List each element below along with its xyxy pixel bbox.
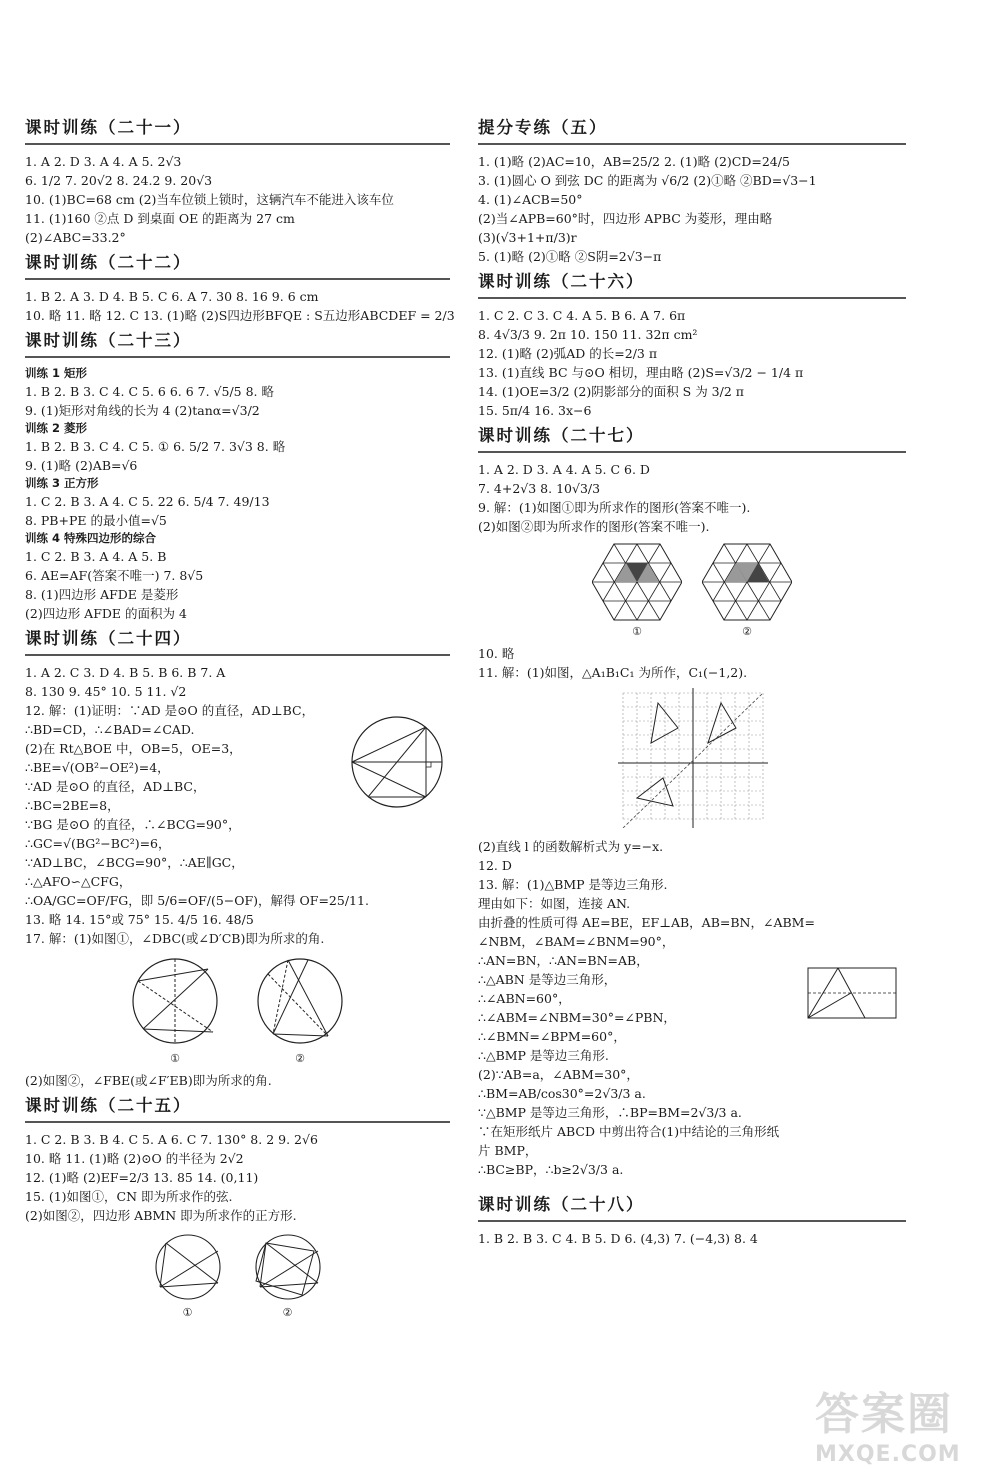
answer-line: 11. 解：(1)如图，△A₁B₁C₁ 为所作，C₁(−1,2). [478, 665, 748, 680]
answer-line: 17. 解：(1)如图①，∠DBC(或∠D′CB)即为所求的角. [25, 931, 325, 946]
answer-line: (3)(√3+1+π/3)r [478, 230, 577, 245]
circle-diagram-2 [248, 954, 353, 1049]
section-28 [478, 1191, 906, 1248]
answer-line: 10. (1)BC=68 cm (2)当车位锁上锁时，这辆汽车不能进入该车位 [25, 192, 394, 207]
section-title: 课时训练（二十六） [478, 268, 906, 299]
watermark-url: MXQE.COM [815, 1442, 961, 1467]
answer-line: 12. 解：(1)证明：∵AD 是⊙O 的直径，AD⊥BC， [25, 703, 315, 718]
answer-line: 1. B 2. B 3. C 4. B 5. D 6. (4,3) 7. (−4,3) 8. 4 [478, 1231, 758, 1246]
hexagon-grid-1 [592, 542, 682, 622]
answer-line: 4. (1)∠ACB=50° [478, 192, 583, 207]
answer-line: ∴∠BMN=∠BPM=60°， [478, 1029, 626, 1044]
coordinate-grid-figure [478, 688, 906, 831]
answer-line: (2)∵AB=a，∠ABM=30°， [478, 1067, 639, 1082]
answer-line: ∵BG 是⊙O 的直径，∴∠BCG=90°， [25, 817, 241, 832]
answer-line: 由折叠的性质可得 AE=BE，EF⊥AB，AB=BN，∠ABM= [478, 915, 815, 930]
answer-line: 10. 略 11. 略 12. C 13. (1)略 (2)S四边形BFQE : S五边形ABCDEF = 2/3 [25, 308, 455, 323]
circle-diagram-q12 [340, 705, 455, 820]
figure-caption: ② [282, 1306, 293, 1319]
answer-line: 1. B 2. B 3. C 4. C 5. ① 6. 5/2 7. 3√3 8. 略 [25, 439, 286, 454]
figure-row-q15 [25, 1231, 450, 1319]
answer-line: ∴△BMP 是等边三角形. [478, 1048, 609, 1063]
section-title: 课时训练（二十五） [25, 1092, 450, 1123]
section-title: 课时训练（二十三） [25, 327, 450, 358]
answer-line: 理由如下：如图，连接 AN. [478, 896, 631, 911]
answer-line: (2)直线 l 的函数解析式为 y=−x. [478, 839, 664, 854]
answer-line: 6. 1/2 7. 20√2 8. 24.2 9. 20√3 [25, 173, 213, 188]
section-23 [25, 327, 450, 623]
answer-line: 15. 5π/4 16. 3x−6 [478, 403, 592, 418]
answer-line: ∴BM=AB/cos30°=2√3/3 a. [478, 1086, 646, 1101]
answer-line: (2)当∠APB=60°时，四边形 APBC 为菱形，理由略 [478, 211, 773, 226]
answer-line: (2)四边形 AFDE 的面积为 4 [25, 606, 187, 621]
answer-line: ∴BD=CD，∴∠BAD=∠CAD. [25, 722, 195, 737]
section-title: 课时训练（二十二） [25, 249, 450, 280]
section-25 [25, 1092, 450, 1319]
answer-line: 13. 略 14. 15°或 75° 15. 4/5 16. 48/5 [25, 912, 254, 927]
answer-line: 8. 130 9. 45° 10. 5 11. √2 [25, 684, 187, 699]
hexagon-grid-2 [702, 542, 792, 622]
left-column [25, 112, 455, 1325]
section-tifen-5 [478, 114, 906, 266]
answer-line: ∴∠ABM=∠NBM=30°=∠PBN， [478, 1010, 676, 1025]
answer-line: 1. (1)略 (2)AC=10，AB=25/2 2. (1)略 (2)CD=24/5 [478, 154, 790, 169]
answer-line: 11. (1)160 ②点 D 到桌面 OE 的距离为 27 cm [25, 211, 295, 226]
answer-line: 15. (1)如图①，CN 即为所求作的弦. [25, 1189, 233, 1204]
answer-line: ∵△BMP 是等边三角形，∴BP=BM=2√3/3 a. [478, 1105, 742, 1120]
answer-line: 1. C 2. B 3. A 4. C 5. 22 6. 5/4 7. 49/13 [25, 494, 270, 509]
section-24 [25, 625, 450, 1090]
section-21 [25, 114, 450, 247]
answer-line: ∴BE=√(OB²−OE²)=4， [25, 760, 170, 775]
answer-line: ∵在矩形纸片 ABCD 中剪出符合(1)中结论的三角形纸 [478, 1124, 780, 1139]
sub-heading: 训练 2 菱形 [25, 421, 88, 435]
answer-line: 1. A 2. D 3. A 4. A 5. C 6. D [478, 462, 650, 477]
sub-heading: 训练 4 特殊四边形的综合 [25, 531, 157, 545]
answer-line: 1. C 2. C 3. C 4. A 5. B 6. A 7. 6π [478, 308, 686, 323]
answer-line: ∠NBM，∠BAM=∠BNM=90°， [478, 934, 675, 949]
right-column [478, 112, 906, 1248]
answer-line: (2)∠ABC=33.2° [25, 230, 126, 245]
circle-diagram-4 [248, 1231, 328, 1303]
sub-heading: 训练 3 正方形 [25, 476, 99, 490]
figure-caption: ① [182, 1306, 193, 1319]
answer-line: 10. 略 [478, 646, 515, 661]
figure-row-q17 [25, 954, 450, 1065]
answer-line: 1. A 2. C 3. D 4. B 5. B 6. B 7. A [25, 665, 226, 680]
section-title: 课时训练（二十八） [478, 1191, 906, 1222]
answer-line: ∴GC=√(BG²−BC²)=6， [25, 836, 171, 851]
answer-line: 8. (1)四边形 AFDE 是菱形 [25, 587, 179, 602]
answer-line: 8. PB+PE 的最小值=√5 [25, 513, 167, 528]
circle-diagram-3 [148, 1231, 228, 1303]
answer-line: ∴BC=2BE=8， [25, 798, 120, 813]
answer-line: ∴∠ABN=60°， [478, 991, 571, 1006]
section-26 [478, 268, 906, 420]
answer-line: (2)如图②，∠FBE(或∠F′EB)即为所求的角. [25, 1073, 272, 1088]
answer-line: ∵AD⊥BC，∠BCG=90°，∴AE∥GC， [25, 855, 244, 870]
answer-line: 13. (1)直线 BC 与⊙O 相切，理由略 (2)S=√3/2 − 1/4 π [478, 365, 804, 380]
answer-line: 13. 解：(1)△BMP 是等边三角形. [478, 877, 668, 892]
watermark-text: 答案圈 [815, 1389, 953, 1440]
figure-caption: ① [632, 625, 642, 638]
figure-caption: ② [742, 625, 752, 638]
coordinate-grid [618, 688, 768, 828]
section-title: 课时训练（二十一） [25, 114, 450, 145]
answer-line: 9. (1)矩形对角线的长为 4 (2)tanα=√3/2 [25, 403, 260, 418]
answer-line: (2)如图②，四边形 ABMN 即为所求作的正方形. [25, 1208, 297, 1223]
answer-line: ∴△ABN 是等边三角形， [478, 972, 617, 987]
answer-line: 8. 4√3/3 9. 2π 10. 150 11. 32π cm² [478, 327, 698, 342]
answer-line: 14. (1)OE=3/2 (2)阴影部分的面积 S 为 3/2 π [478, 384, 744, 399]
hexagon-figures [478, 542, 906, 638]
answer-line: 9. 解：(1)如图①即为所求作的图形(答案不唯一). [478, 500, 751, 515]
section-title: 提分专练（五） [478, 114, 906, 145]
rectangle-fold-diagram [803, 963, 903, 1023]
answer-line: 7. 4+2√3 8. 10√3/3 [478, 481, 601, 496]
watermark-logo [815, 1378, 990, 1467]
answer-line: 1. C 2. B 3. B 4. C 5. A 6. C 7. 130° 8. 2 9. 2√6 [25, 1132, 318, 1147]
answer-line: 12. D [478, 858, 512, 873]
figure-caption: ② [295, 1052, 305, 1065]
answer-line: ∴△AFO∽△CFG， [25, 874, 132, 889]
answer-line: 10. 略 11. (1)略 (2)⊙O 的半径为 2√2 [25, 1151, 244, 1166]
answer-line: 5. (1)略 (2)①略 ②S阴=2√3−π [478, 249, 662, 264]
answer-line: 6. AE=AF(答案不唯一) 7. 8√5 [25, 568, 204, 583]
answer-line: 12. (1)略 (2)弧AD 的长=2/3 π [478, 346, 658, 361]
answer-line: ∴AN=BN，∴AN=BN=AB， [478, 953, 649, 968]
circle-diagram-1 [123, 954, 228, 1049]
answer-line: 3. (1)圆心 O 到弦 DC 的距离为 √6/2 (2)①略 ②BD=√3−1 [478, 173, 817, 188]
answer-line: ∴BC≥BP，∴b≥2√3/3 a. [478, 1162, 624, 1177]
figure-caption: ① [170, 1052, 180, 1065]
answer-line: (2)在 Rt△BOE 中，OB=5，OE=3， [25, 741, 242, 756]
answer-line: 1. A 2. D 3. A 4. A 5. 2√3 [25, 154, 182, 169]
section-title: 课时训练（二十四） [25, 625, 450, 656]
section-22 [25, 249, 455, 325]
answer-line: ∴OA/GC=OF/FG，即 5/6=OF/(5−OF)，解得 OF=25/11. [25, 893, 369, 908]
answer-line: 1. C 2. B 3. A 4. A 5. B [25, 549, 167, 564]
answer-line: 1. B 2. B 3. C 4. C 5. 6 6. 6 7. √5/5 8. 略 [25, 384, 274, 399]
answer-line: 12. (1)略 (2)EF=2/3 13. 85 14. (0,11) [25, 1170, 259, 1185]
sub-heading: 训练 1 矩形 [25, 366, 88, 380]
answer-line: (2)如图②即为所求作的图形(答案不唯一). [478, 519, 710, 534]
section-title: 课时训练（二十七） [478, 422, 906, 453]
answer-line: ∵AD 是⊙O 的直径，AD⊥BC， [25, 779, 206, 794]
answer-line: 片 BMP， [478, 1143, 538, 1158]
answer-line: 9. (1)略 (2)AB=√6 [25, 458, 138, 473]
section-27 [478, 422, 906, 1179]
answer-line: 1. B 2. A 3. D 4. B 5. C 6. A 7. 30 8. 16 9. 6 cm [25, 289, 319, 304]
